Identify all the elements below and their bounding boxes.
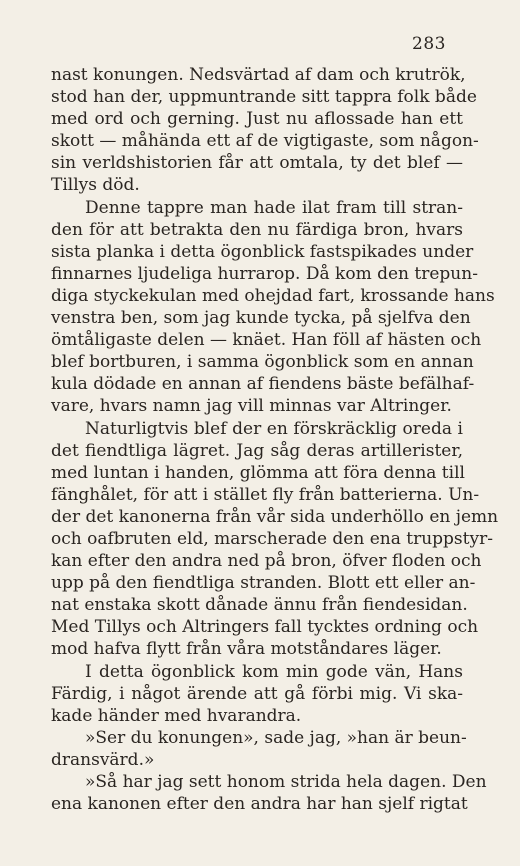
text-line: kan efter den andra ned på bron, öfver floden och <box>51 551 482 572</box>
text-line: kade händer med hvarandra. <box>51 705 302 726</box>
text-line: ömtåligaste delen — knäet. Han föll af hästen och <box>51 330 482 351</box>
text-line: diga styckekulan med ohejdad fart, krossande hans <box>51 285 495 306</box>
text-line: mod hafva flytt från våra motståndares läger. <box>51 639 442 660</box>
page-number: 283 <box>412 34 446 54</box>
text-line: skott — måhända ett af de vigtigaste, som någon- <box>51 131 479 152</box>
text-line: och oafbruten eld, marscherade den ena truppstyr- <box>51 528 493 549</box>
text-line: nast konungen. Nedsvärtad af dam och krutrök, <box>51 65 466 85</box>
text-line: vare, hvars namn jag vill minnas var Altringer. <box>51 396 452 417</box>
text-line: fänghålet, för att i stället fly från batterierna. Un- <box>51 484 480 505</box>
text-line: Med Tillys och Altringers fall tycktes ordning och <box>51 617 479 638</box>
text-line: der det kanonerna från vår sida underhöllo en jemn <box>51 506 499 527</box>
text-line: nat enstaka skott dånade ännu från fiendesidan. <box>51 595 468 616</box>
text-line: med luntan i handen, glömma att föra denna till <box>51 462 465 483</box>
text-line: kula dödade en annan af fiendens bäste befälhaf- <box>51 374 475 395</box>
text-line: den för att betrakta den nu färdiga bron, hvars <box>51 219 463 240</box>
text-line: Naturligtvis blef der en förskräcklig oreda i <box>85 418 463 439</box>
text-line: I detta ögonblick kom min gode vän, Hans <box>85 661 463 682</box>
text-line: upp på den fiendtliga stranden. Blott ett eller an- <box>51 573 476 594</box>
text-line: sista planka i detta ögonblick fastspikades under <box>51 241 474 262</box>
text-line: dransvärd.» <box>51 749 155 770</box>
text-line: det fiendtliga lägret. Jag såg deras artillerister, <box>51 440 463 461</box>
text-line: Denne tappre man hade ilat fram till stran- <box>85 197 463 218</box>
text-line: Tillys död. <box>51 175 140 196</box>
text-line: »Så har jag sett honom strida hela dagen. Den <box>85 772 487 792</box>
text-line: venstra ben, som jag kunde tycka, på sjelfva den <box>51 308 471 329</box>
body-text <box>51 64 499 815</box>
text-line: stod han der, uppmuntrande sitt tappra folk både <box>51 87 477 108</box>
text-line: ena kanonen efter den andra har han sjelf rigtat <box>51 794 468 815</box>
text-line: sin verldshistorien får att omtala, ty det blef — <box>51 153 463 174</box>
text-line: »Ser du konungen», sade jag, »han är beun- <box>85 727 467 748</box>
text-line: finnarnes ljudeliga hurrarop. Då kom den trepun- <box>51 263 478 284</box>
text-line: Färdig, i något ärende att gå förbi mig. Vi ska- <box>51 683 463 704</box>
text-line: blef bortburen, i samma ögonblick som en annan <box>51 352 474 373</box>
text-line: med ord och gerning. Just nu aflossade han ett <box>51 109 463 130</box>
